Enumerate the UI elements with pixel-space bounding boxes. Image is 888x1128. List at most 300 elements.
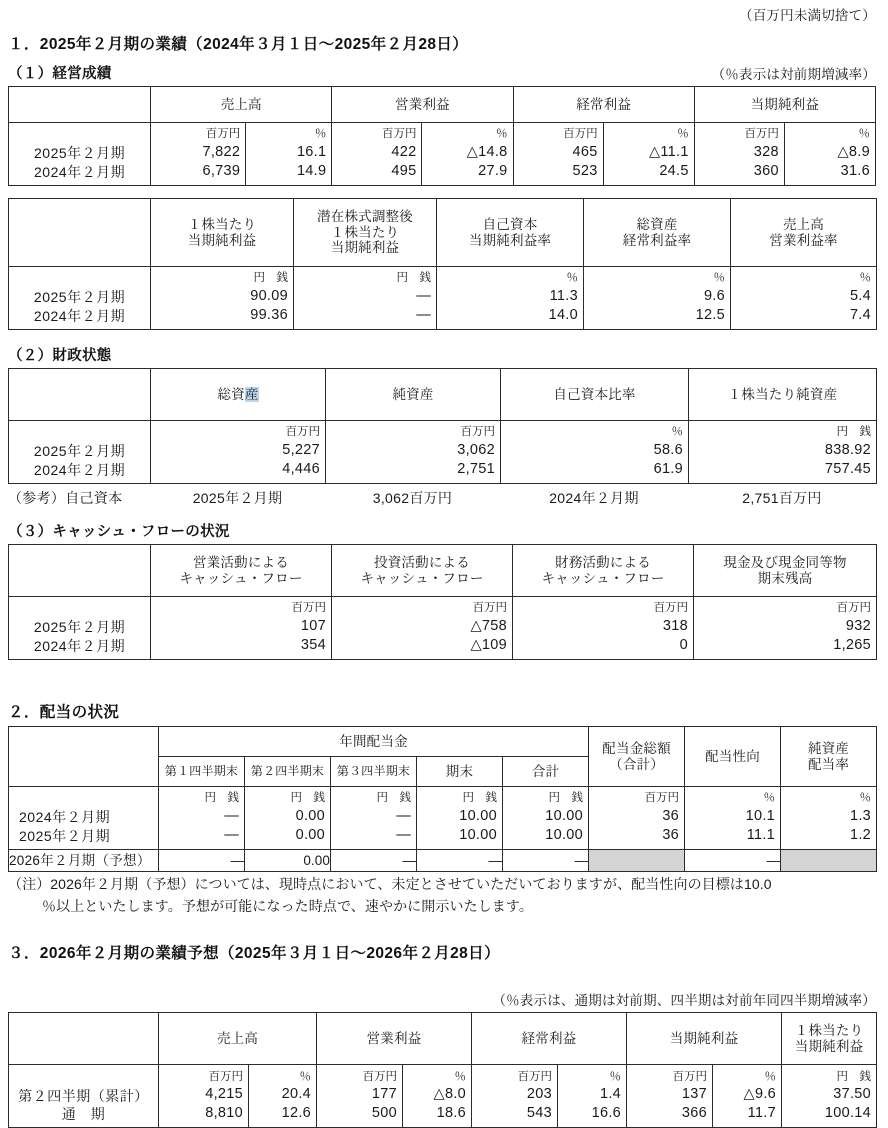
cash-flow-table <box>8 544 877 660</box>
unit-spacer <box>9 1070 158 1087</box>
stack-net-sales-amount <box>151 127 245 180</box>
value-dividend-q1-2024: — <box>224 807 239 824</box>
stack-net-sales-pct <box>249 1070 316 1123</box>
value-operating-income-2024: 495 <box>391 162 417 179</box>
header-cash-equivalents <box>694 545 877 597</box>
corner-cell <box>9 369 151 421</box>
stack-ordinary-income-amount <box>472 1070 557 1123</box>
value-financing-cf-2024: 0 <box>679 636 688 653</box>
unit-million-yen: 百万円 <box>744 128 779 141</box>
unit-million-yen: 百万円 <box>291 602 326 615</box>
table-body-row-group <box>9 1065 877 1128</box>
value-dividend-total-2025: 10.00 <box>545 826 584 843</box>
value-eps-fy: 100.14 <box>824 1105 872 1122</box>
value-operating-income-pct-2025: △14.8 <box>466 143 508 160</box>
unit-percent: ％ <box>859 792 872 805</box>
header-bps: １株当たり純資産 <box>689 369 877 421</box>
unit-million-yen: 百万円 <box>285 426 320 439</box>
value-net-assets-2025: 3,062 <box>457 441 495 458</box>
reference-value-2: 2,751百万円 <box>742 490 822 506</box>
value-net-sales-h1: 4,215 <box>205 1086 243 1103</box>
cell-investing-cf <box>332 597 513 660</box>
cell-dividend-q2 <box>245 787 331 850</box>
value-net-sales-pct-h1: 20.4 <box>281 1086 312 1103</box>
header-diluted-eps <box>294 199 437 267</box>
header-line: 当期純利益 <box>187 232 257 248</box>
row-label-fy2025: 2025年２月期 <box>33 443 126 460</box>
header-line: １株当たり <box>794 1022 864 1038</box>
stack-eps <box>782 1070 876 1123</box>
header-line: 経常利益率 <box>622 232 692 248</box>
value-eps-h1: 37.50 <box>833 1086 872 1103</box>
unit-yen-sen: 円 銭 <box>290 792 325 805</box>
row-label-fy2024: 2024年２月期 <box>33 307 126 324</box>
value-ordinary-income-pct-2025: △11.1 <box>648 143 689 160</box>
header-line: 現金及び現金同等物 <box>723 554 847 570</box>
cell-eps <box>151 267 294 330</box>
row-label-cell <box>9 267 151 330</box>
cell-equity-ratio <box>501 421 689 484</box>
stack-operating-cf <box>151 601 331 654</box>
unit-percent: ％ <box>713 272 725 285</box>
financial-position-table <box>8 368 877 484</box>
corner-cell <box>9 199 151 267</box>
value-operating-income-pct-h1: △8.0 <box>433 1086 467 1103</box>
value-dividend-total-2024: 10.00 <box>545 807 584 824</box>
value-net-assets-2024: 2,751 <box>457 460 495 477</box>
value-forecast-payout-ratio: — <box>685 850 781 872</box>
stack-operating-margin <box>731 271 876 324</box>
header-dividend-on-equity <box>781 727 877 787</box>
value-dividend-year-end-2024: 10.00 <box>459 807 497 824</box>
cell-diluted-eps <box>294 267 437 330</box>
stack-net-sales-pct <box>246 127 331 180</box>
value-forecast-year-end: — <box>417 850 503 872</box>
row-label-fy2024: 2024年２月期 <box>19 809 111 826</box>
cell-ordinary-income-amount <box>472 1065 558 1128</box>
stack-net-income-pct <box>785 127 875 180</box>
cell-net-sales-amount <box>151 123 246 186</box>
value-forecast-total: — <box>503 850 589 872</box>
stack-cash-equivalents <box>694 601 876 654</box>
unit-percent: ％ <box>609 1070 622 1083</box>
header-total-dividend-amount <box>589 727 685 787</box>
reference-value-1: 3,062百万円 <box>372 490 453 506</box>
value-dividend-q3-2024: — <box>396 807 411 824</box>
value-net-sales-2025: 7,822 <box>202 143 241 160</box>
value-net-income-h1: 137 <box>681 1086 708 1103</box>
value-net-income-pct-fy: 11.7 <box>747 1105 777 1122</box>
stack-financing-cf <box>513 601 693 654</box>
header-ordinary-income: 経常利益 <box>472 1013 627 1065</box>
cell-total-dividend-amount <box>589 787 685 850</box>
stack-dividend-q1 <box>159 791 244 844</box>
cell-net-sales-pct <box>249 1065 317 1128</box>
header-ordinary-income: 経常利益 <box>513 87 694 123</box>
unit-million-yen: 百万円 <box>836 602 871 615</box>
row-label-full-year: 通 期 <box>61 1105 106 1122</box>
stack-operating-income-pct <box>422 127 512 180</box>
row-label-cell <box>9 787 159 850</box>
unit-percent: ％ <box>566 272 578 285</box>
row-label-stack <box>9 791 158 844</box>
stack-roa <box>584 271 730 324</box>
row-label-cell <box>9 1065 159 1128</box>
cell-net-income-pct <box>784 123 875 186</box>
value-roa-2024: 12.5 <box>695 306 725 323</box>
unit-percent: ％ <box>859 272 871 285</box>
value-ordinary-income-pct-h1: 1.4 <box>599 1086 622 1103</box>
table-header-row <box>9 369 877 421</box>
value-operating-income-h1: 177 <box>371 1086 398 1103</box>
table-header-row <box>9 545 877 597</box>
header-q2-end: 第２四半期末 <box>245 757 331 787</box>
stack-operating-income-amount <box>332 127 421 180</box>
section1-sub1-title: （１）経営成績 <box>8 66 112 82</box>
header-line: 自己資本 <box>482 216 538 232</box>
header-line: 売上高 <box>782 216 825 232</box>
unit-spacer <box>9 425 150 442</box>
value-ordinary-income-2025: 465 <box>572 143 598 160</box>
dividend-header-row-1 <box>9 727 877 757</box>
reference-label: （参考）自己資本 <box>8 490 123 506</box>
value-net-income-2025: 328 <box>753 143 779 160</box>
value-bps-2025: 838.92 <box>824 441 871 458</box>
section2-title: ２．配当の状況 <box>8 704 120 721</box>
stack-diluted-eps <box>294 271 436 324</box>
value-total-dividend-2024: 36 <box>662 807 680 824</box>
row-label-fy2025: 2025年２月期 <box>33 289 126 306</box>
value-ordinary-income-pct-2024: 24.5 <box>659 162 689 179</box>
unit-percent: ％ <box>858 128 870 141</box>
row-label-stack <box>9 425 150 478</box>
unit-percent: ％ <box>677 128 689 141</box>
value-net-sales-fy: 8,810 <box>205 1105 243 1122</box>
unit-yen-sen: 円 銭 <box>548 792 584 805</box>
stack-total-dividend-amount <box>589 791 684 844</box>
value-forecast-doe <box>781 850 877 872</box>
unit-million-yen: 百万円 <box>563 128 598 141</box>
header-total-assets <box>151 369 326 421</box>
stack-net-assets <box>326 425 500 478</box>
header-line: 当期純利益 <box>330 240 400 256</box>
reference-period-1: 2025年２月期 <box>192 490 283 506</box>
section1-sub3-title: （３）キャッシュ・フローの状況 <box>8 524 230 540</box>
value-total-assets-2024: 4,446 <box>282 460 320 477</box>
dividend-body-row-group <box>9 787 877 850</box>
value-net-sales-2024: 6,739 <box>202 162 241 179</box>
header-line: 営業活動による <box>193 554 289 570</box>
dividend-forecast-row <box>9 850 877 872</box>
value-roa-2025: 9.6 <box>703 287 725 304</box>
unit-spacer <box>9 601 150 618</box>
value-bps-2024: 757.45 <box>824 460 871 477</box>
stack-dividend-total <box>503 791 588 844</box>
value-roe-2025: 11.3 <box>549 287 578 304</box>
cell-net-income-pct <box>713 1065 782 1128</box>
header-year-end: 期末 <box>417 757 503 787</box>
row-label-forecast: 2026年２月期（予想） <box>9 850 159 872</box>
dividend-note-line1: （注）2026年２月期（予想）については、現時点において、未定とさせていただいておりますが、配当性向の目標は10.0 <box>8 876 772 892</box>
value-dividend-year-end-2025: 10.00 <box>459 826 497 843</box>
value-roe-2024: 14.0 <box>548 306 578 323</box>
cell-ordinary-income-pct <box>558 1065 627 1128</box>
unit-yen-sen: 円 銭 <box>462 792 497 805</box>
value-ordinary-income-pct-fy: 16.6 <box>591 1105 622 1122</box>
value-net-sales-pct-2024: 14.9 <box>296 162 327 179</box>
cell-eps <box>782 1065 877 1128</box>
value-forecast-q3: — <box>331 850 417 872</box>
unit-yen-sen: 円 銭 <box>836 426 871 439</box>
stack-dividend-q3 <box>331 791 416 844</box>
header-eps <box>151 199 294 267</box>
value-net-sales-pct-2025: 16.1 <box>296 143 327 160</box>
value-financing-cf-2025: 318 <box>662 617 688 634</box>
cell-net-income-amount <box>627 1065 713 1128</box>
stack-dividend-on-equity <box>781 791 876 844</box>
corner-cell <box>9 545 151 597</box>
value-operating-income-fy: 500 <box>371 1105 398 1122</box>
header-q3-end: 第３四半期末 <box>331 757 417 787</box>
header-annual-dividend: 年間配当金 <box>159 727 589 757</box>
unit-percent: ％ <box>763 792 776 805</box>
header-line: 純資産 <box>807 740 850 756</box>
header-line: 当期純利益 <box>794 1038 864 1054</box>
cell-net-sales-amount <box>159 1065 249 1128</box>
row-label-fy2025: 2025年２月期 <box>34 145 126 162</box>
value-ordinary-income-h1: 203 <box>526 1086 553 1103</box>
stack-payout-ratio <box>685 791 780 844</box>
operating-results-table <box>8 86 876 186</box>
cell-operating-margin <box>731 267 877 330</box>
value-operating-margin-2025: 5.4 <box>849 287 871 304</box>
unit-yen-sen: 円 銭 <box>376 792 411 805</box>
stack-operating-income-amount <box>317 1070 402 1123</box>
header-net-sales: 売上高 <box>151 87 332 123</box>
table-body-row-group <box>9 123 876 186</box>
unit-million-yen: 百万円 <box>472 602 507 615</box>
value-ordinary-income-2024: 523 <box>572 162 598 179</box>
reference-period-2: 2024年２月期 <box>549 490 639 506</box>
unit-yen-sen: 円 銭 <box>836 1070 872 1083</box>
value-dividend-q2-2024: 0.00 <box>295 807 325 824</box>
stack-equity-ratio <box>501 425 688 478</box>
header-net-income: 当期純利益 <box>694 87 875 123</box>
section3-title: ３．2026年２月期の業績予想（2025年３月１日～2026年２月28日） <box>8 945 500 963</box>
value-equity-ratio-2025: 58.6 <box>653 441 683 458</box>
unit-percent: ％ <box>496 128 508 141</box>
row-label-stack <box>9 271 150 324</box>
unit-percent: ％ <box>314 128 327 141</box>
row-label-h1-cumulative: 第２四半期（累計） <box>18 1087 149 1104</box>
cell-operating-income-amount <box>317 1065 403 1128</box>
header-line: １株当たり <box>187 216 257 232</box>
cell-operating-income-pct <box>422 123 513 186</box>
stack-net-income-pct <box>713 1070 781 1123</box>
header-line: （合計） <box>609 756 664 772</box>
value-eps-2025: 90.09 <box>250 287 288 304</box>
value-operating-income-2025: 422 <box>391 143 417 160</box>
row-label-fy2024: 2024年２月期 <box>34 163 126 180</box>
cell-net-assets <box>326 421 501 484</box>
cell-dividend-q1 <box>159 787 245 850</box>
header-line: １株当たり <box>330 224 400 240</box>
header-line: 財務活動による <box>555 554 651 570</box>
header-line: キャッシュ・フロー <box>179 570 303 586</box>
cell-payout-ratio <box>685 787 781 850</box>
value-net-income-pct-2025: △8.9 <box>837 143 870 160</box>
value-diluted-eps-2024: — <box>416 306 431 323</box>
cell-ordinary-income-pct <box>603 123 694 186</box>
stack-bps <box>689 425 876 478</box>
unit-percent: ％ <box>299 1070 312 1083</box>
header-total: 合計 <box>503 757 589 787</box>
cell-dividend-q3 <box>331 787 417 850</box>
table-header-row <box>9 199 877 267</box>
header-line: キャッシュ・フロー <box>360 570 484 586</box>
table-header-row <box>9 87 876 123</box>
value-eps-2024: 99.36 <box>250 306 288 323</box>
stack-net-income-amount <box>695 127 784 180</box>
unit-million-yen: 百万円 <box>208 1070 243 1083</box>
stack-total-assets <box>151 425 325 478</box>
stack-eps <box>151 271 293 324</box>
header-operating-income: 営業利益 <box>317 1013 472 1065</box>
row-label-stack <box>9 1070 158 1123</box>
cell-financing-cf <box>513 597 694 660</box>
header-q1-end: 第１四半期末 <box>159 757 245 787</box>
dividend-status-table <box>8 726 877 872</box>
header-operating-margin <box>731 199 877 267</box>
value-operating-cf-2024: 354 <box>300 636 326 653</box>
value-doe-2024: 1.3 <box>849 807 872 824</box>
row-label-cell <box>9 421 151 484</box>
header-line: 配当率 <box>807 756 850 772</box>
shareholders-equity-reference <box>8 488 880 508</box>
dividend-note <box>8 874 880 917</box>
header-equity-ratio: 自己資本比率 <box>501 369 689 421</box>
cell-net-income-amount <box>694 123 784 186</box>
value-investing-cf-2024: △109 <box>470 636 507 653</box>
unit-percent: ％ <box>671 426 683 439</box>
dividend-note-line2: ％以上といたします。予想が可能になった時点で、速やかに開示いたします。 <box>42 897 533 914</box>
section1-sub1-note: （％表示は対前期増減率） <box>711 67 876 82</box>
value-net-income-pct-h1: △9.6 <box>743 1086 777 1103</box>
header-roe <box>437 199 584 267</box>
stack-ordinary-income-amount <box>514 127 603 180</box>
row-label-stack <box>9 127 150 180</box>
rounding-note: （百万円未満切捨て） <box>739 8 876 23</box>
cell-bps <box>689 421 877 484</box>
header-line: 期末残高 <box>757 570 813 586</box>
row-label-fy2025: 2025年２月期 <box>33 619 126 636</box>
section1-sub2-title: （２）財政状態 <box>8 348 112 364</box>
header-payout-ratio: 配当性向 <box>685 727 781 787</box>
value-cash-equivalents-2025: 932 <box>845 617 871 634</box>
unit-million-yen: 百万円 <box>644 792 680 805</box>
value-diluted-eps-2025: — <box>416 287 431 304</box>
stack-net-income-amount <box>627 1070 712 1123</box>
value-dividend-q1-2025: — <box>224 826 239 843</box>
row-label-fy2024: 2024年２月期 <box>33 637 126 654</box>
header-line: 投資活動による <box>374 554 470 570</box>
cell-operating-income-amount <box>332 123 422 186</box>
value-net-income-2024: 360 <box>753 162 779 179</box>
unit-million-yen: 百万円 <box>205 128 241 141</box>
stack-investing-cf <box>332 601 512 654</box>
header-net-assets: 純資産 <box>326 369 501 421</box>
value-net-sales-pct-fy: 12.6 <box>281 1105 312 1122</box>
value-total-assets-2025: 5,227 <box>282 441 320 458</box>
unit-yen-sen: 円 銭 <box>204 792 239 805</box>
table-header-row <box>9 1013 877 1065</box>
header-line: キャッシュ・フロー <box>541 570 665 586</box>
selected-text-highlight: 産 <box>244 386 259 402</box>
cell-roe <box>437 267 584 330</box>
unit-million-yen: 百万円 <box>653 602 688 615</box>
unit-spacer <box>9 271 150 288</box>
value-equity-ratio-2024: 61.9 <box>653 460 683 477</box>
unit-percent: ％ <box>454 1070 467 1083</box>
cell-ordinary-income-amount <box>513 123 603 186</box>
cell-roa <box>584 267 731 330</box>
stack-roe <box>437 271 583 324</box>
cell-operating-income-pct <box>403 1065 472 1128</box>
value-operating-income-pct-2024: 27.9 <box>478 162 508 179</box>
unit-million-yen: 百万円 <box>517 1070 553 1083</box>
table-body-row-group <box>9 421 877 484</box>
row-label-fy2024: 2024年２月期 <box>33 461 126 478</box>
stack-operating-income-pct <box>403 1070 471 1123</box>
value-investing-cf-2025: △758 <box>470 617 507 634</box>
value-doe-2025: 1.2 <box>849 826 872 843</box>
cell-dividend-on-equity <box>781 787 877 850</box>
value-net-income-pct-2024: 31.6 <box>840 162 870 179</box>
header-line: 潜在株式調整後 <box>317 208 413 224</box>
value-net-income-fy: 366 <box>681 1105 708 1122</box>
value-operating-cf-2025: 107 <box>300 617 326 634</box>
header-total-assets-text: 総資産 <box>217 386 259 402</box>
cell-operating-cf <box>151 597 332 660</box>
value-cash-equivalents-2024: 1,265 <box>833 636 871 653</box>
corner-cell <box>9 1013 159 1065</box>
table-body-row-group <box>9 597 877 660</box>
unit-yen-sen: 円 銭 <box>396 272 431 285</box>
value-forecast-total-amount <box>589 850 685 872</box>
header-line: 配当金総額 <box>602 740 671 756</box>
unit-million-yen: 百万円 <box>460 426 495 439</box>
value-operating-margin-2024: 7.4 <box>849 306 871 323</box>
section3-note: （％表示は、通期は対前期、四半期は対前年同四半期増減率） <box>492 993 876 1009</box>
cell-cash-equivalents <box>694 597 877 660</box>
value-forecast-q2: 0.00 <box>245 850 331 872</box>
header-line: 総資産 <box>636 216 678 232</box>
unit-percent: ％ <box>764 1070 777 1083</box>
row-label-cell <box>9 597 151 660</box>
cell-total-assets <box>151 421 326 484</box>
header-investing-cf <box>332 545 513 597</box>
stack-dividend-q2 <box>245 791 330 844</box>
earnings-report-page <box>0 4 888 1122</box>
value-forecast-q1: — <box>159 850 245 872</box>
row-label-fy2025: 2025年２月期 <box>19 827 111 844</box>
unit-million-yen: 百万円 <box>381 128 417 141</box>
value-dividend-q3-2025: — <box>396 826 411 843</box>
row-label-cell <box>9 123 151 186</box>
cell-dividend-year-end <box>417 787 503 850</box>
value-total-dividend-2025: 36 <box>662 826 680 843</box>
cell-dividend-total <box>503 787 589 850</box>
